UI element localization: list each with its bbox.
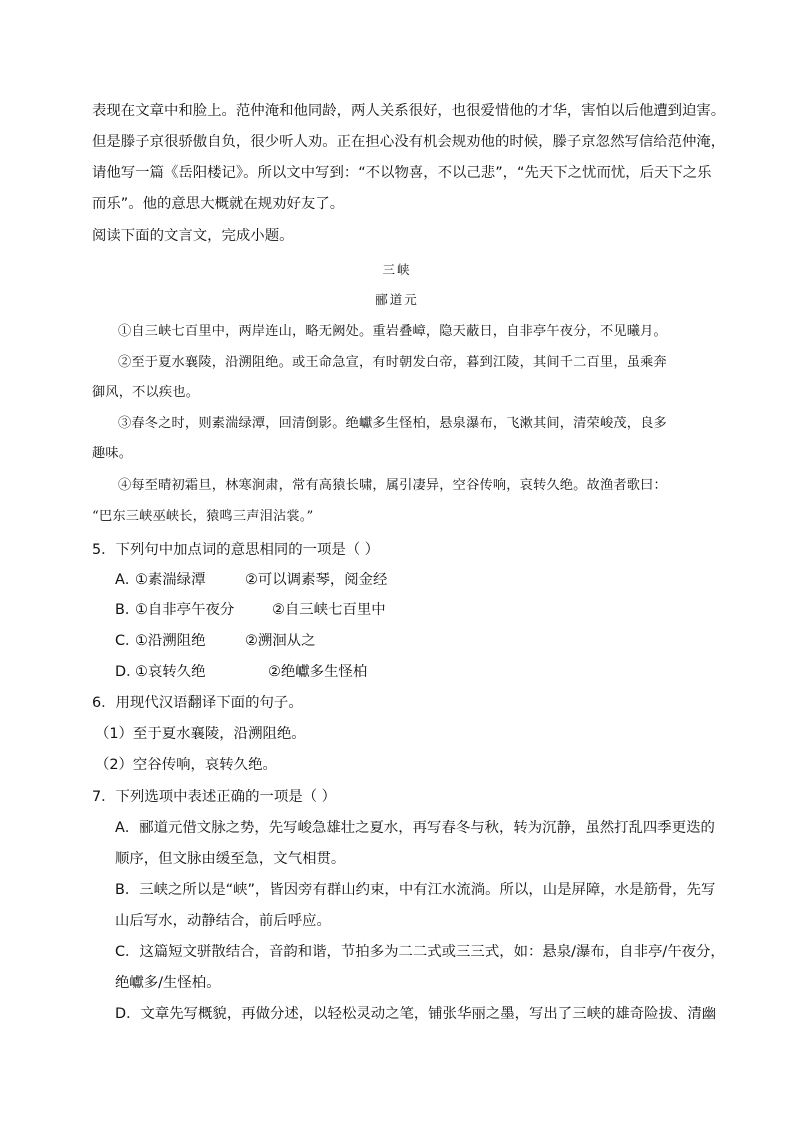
q5-option-a-letter: A．	[115, 572, 140, 588]
passage-title: 三峡	[382, 262, 412, 277]
passage-line-7: “巴东三峡巫峡长，猿鸣三声泪沾裳。”	[92, 509, 314, 524]
q7-option-b-line-2: 山后写水，动静结合，前后呼应。	[115, 913, 331, 929]
intro-line-2: 但是滕子京很骄傲自负，很少听人劝。正在担心没有机会规劝他的时候，滕子京忽然写信给范仲淹，	[92, 134, 726, 150]
intro-line-4: 而乐”。他的意思大概就在规劝好友了。	[92, 196, 345, 212]
intro-line-1: 表现在文章中和脸上。范仲淹和他同龄，两人关系很好，也很爱惜他的才华，害怕以后他遭到迫害。	[92, 103, 726, 119]
q7-stem: 7．下列选项中表述正确的一项是（ ）	[92, 789, 336, 805]
q5-option-c-part2: ②溯洄从之	[245, 633, 316, 649]
passage-line-1: ①自三峡七百里中，两岸连山，略无阙处。重岩叠嶂，隐天蔽日，自非亭午夜分，不见曦月。	[118, 324, 667, 339]
q5-option-a-part2: ②可以调素琴，阅金经	[245, 572, 388, 588]
passage-line-3: 御风，不以疾也。	[92, 385, 200, 400]
q5-option-d-letter: D．	[115, 664, 141, 680]
q5-option-c-part1: ①沿溯阻绝	[135, 633, 206, 649]
q5-option-c-letter: C．	[115, 633, 140, 649]
q6-stem: 6．用现代汉语翻译下面的句子。	[92, 695, 303, 711]
q7-option-c-line-1: C．这篇短文骈散结合，音韵和谐，节拍多为二二式或三三式，如：悬泉/瀑布，自非亭/午夜分，	[115, 944, 725, 960]
q7-option-a-line-1: A．郦道元借文脉之势，先写峻急雄壮之夏水，再写春冬与秋，转为沉静，虽然打乱四季更迭的	[115, 820, 715, 836]
passage-line-2: ②至于夏水襄陵，沿溯阻绝。或王命急宣，有时朝发白帝，暮到江陵，其间千二百里，虽乘奔	[118, 355, 667, 370]
q6-item-1: （1）至于夏水襄陵，沿溯阻绝。	[95, 726, 306, 742]
q5-option-d-part2: ②绝巘多生怪柏	[268, 664, 368, 680]
q5-option-b-letter: B．	[115, 602, 140, 618]
passage-line-6: ④每至晴初霜旦，林寒涧肃，常有高猿长啸，属引凄异，空谷传响，哀转久绝。故渔者歌曰：	[118, 478, 667, 493]
q5-option-d-part1: ①哀转久绝	[135, 664, 206, 680]
q5-option-b-part1: ①自非亭午夜分	[135, 602, 235, 618]
q5-option-b-part2: ②自三峡七百里中	[272, 602, 386, 618]
q7-option-a-line-2: 顺序，但文脉由缓至急，文气相贯。	[115, 851, 346, 867]
q5-option-a-part1: ①素湍绿潭	[135, 572, 206, 588]
passage-line-5: 趣味。	[92, 446, 133, 461]
q5-stem: 5．下列句中加点词的意思相同的一项是（ ）	[92, 542, 380, 558]
q7-option-b-line-1: B．三峡之所以是“峡”，皆因旁有群山约束，中有江水流淌。所以，山是屏障，水是筋骨，先写	[115, 882, 716, 898]
intro-line-3: 请他写一篇《岳阳楼记》。所以文中写到：“不以物喜，不以己悲”，“先天下之忧而忧，后天下之乐	[92, 165, 712, 181]
q7-option-c-line-2: 绝巘多/生怪柏。	[115, 975, 221, 991]
passage-line-4: ③春冬之时，则素湍绿潭，回清倒影。绝巘多生怪柏，悬泉瀑布，飞漱其间，清荣峻茂，良多	[118, 416, 667, 431]
q6-item-2: （2）空谷传响，哀转久绝。	[95, 757, 277, 773]
reading-instruction: 阅读下面的文言文，完成小题。	[92, 228, 294, 244]
passage-author: 郦道元	[375, 292, 419, 307]
q7-option-d-line-1: D．文章先写概貌，再做分述，以轻松灵动之笔，铺张华丽之墨，写出了三峡的雄奇险拔、清幽	[115, 1006, 717, 1022]
